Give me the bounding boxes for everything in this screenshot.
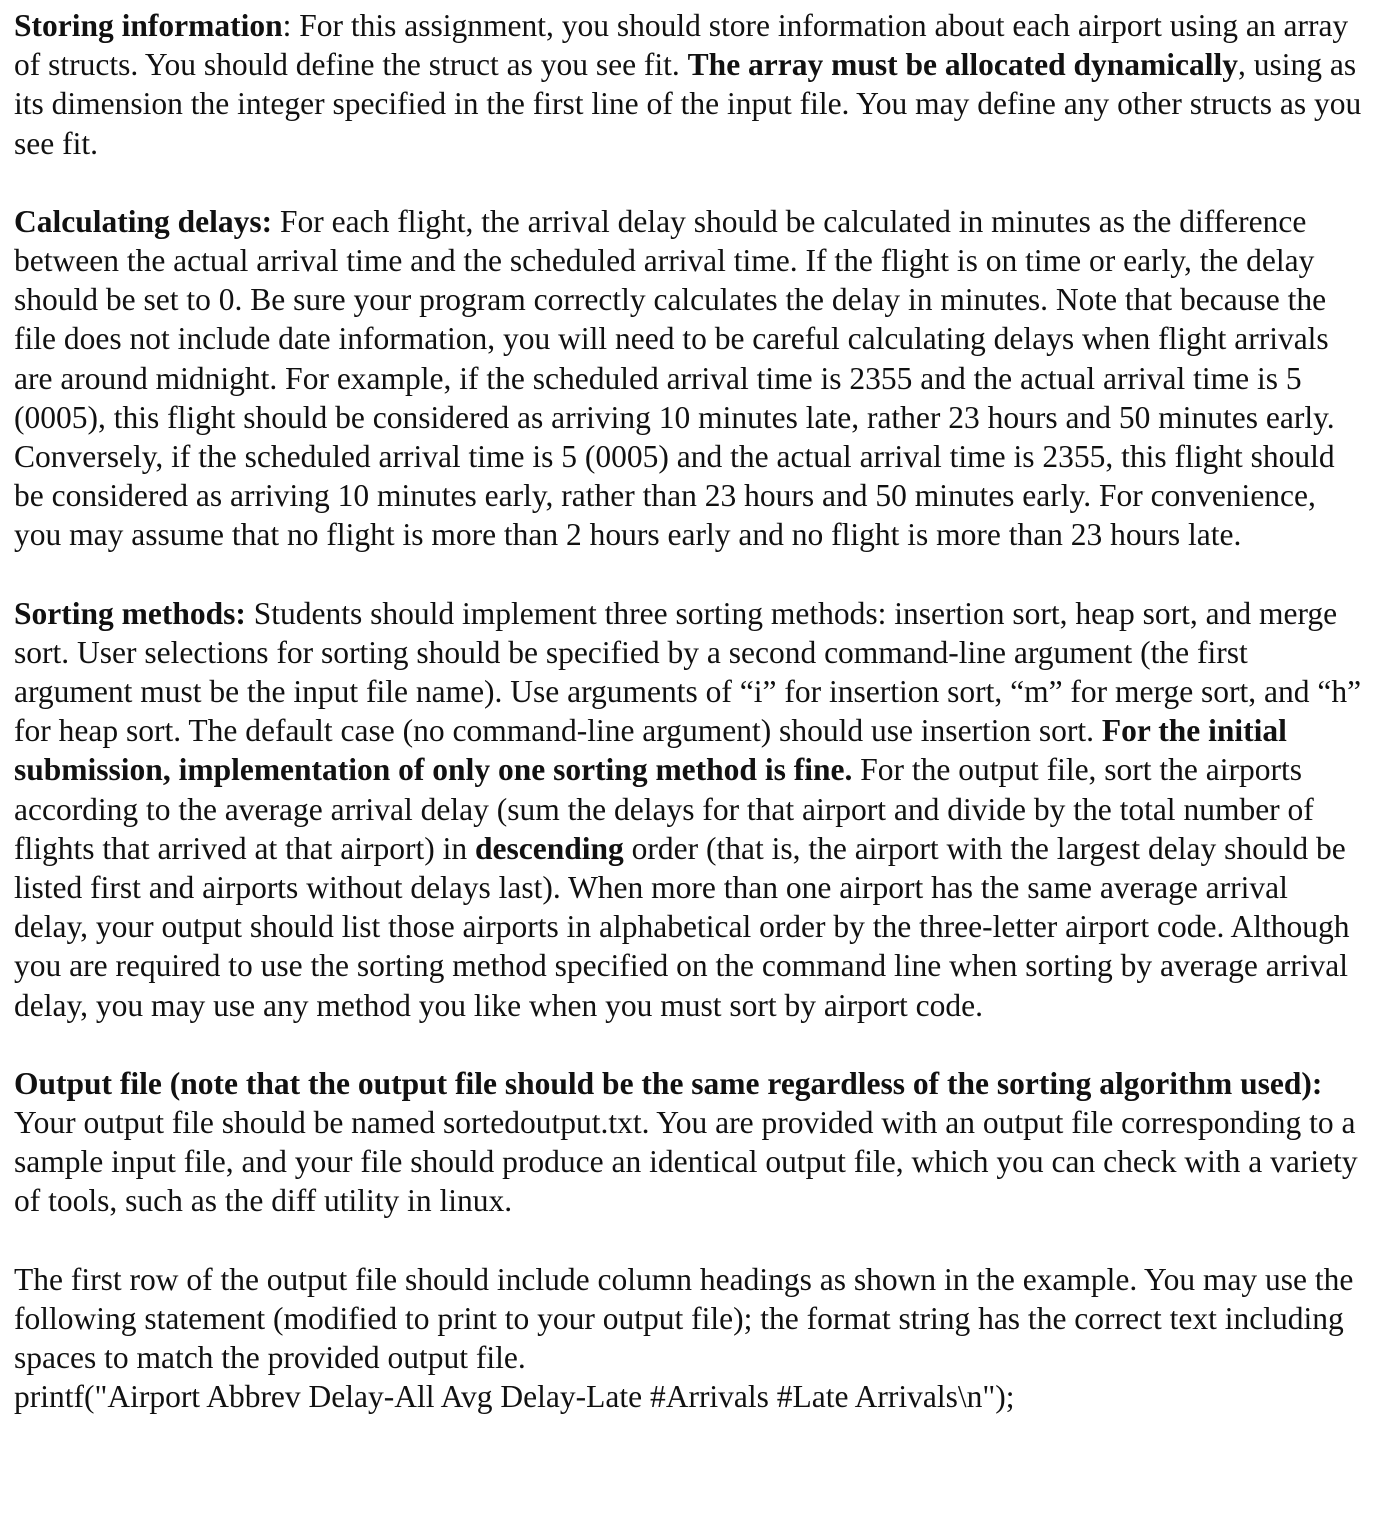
output-file-heading: Output file (note that the output file should be the same regardless of the sorting algorithm used): xyxy=(14,1065,1323,1101)
sorting-methods-descending: descending xyxy=(474,830,624,866)
sorting-methods-text-3: order (that is, the airport with the largest delay should be listed first and airports without delays last). When more than one airport has the same average arrival delay, your output should list those airports in alphabetical order by the three-letter airport code. Although you are required to use the sorting method specified on the command line when sorting by average arrival delay, you may use any method you like when you must sort by airport code. xyxy=(14,830,1350,1023)
sorting-methods-heading: Sorting methods: xyxy=(14,595,246,631)
calculating-delays-text: For each flight, the arrival delay should be calculated in minutes as the difference between the actual arrival time and the scheduled arrival time. If the flight is on time or early, the delay should be set to 0. Be sure your program correctly calculates the delay in minutes. Note that because the file does not include date information, you will need to be careful calculating delays when flight arrivals are around midnight. For example, if the scheduled arrival time is 2355 and the actual arrival time is 5 (0005), this flight should be considered as arriving 10 minutes late, rather 23 hours and 50 minutes early. Conversely, if the scheduled arrival time is 5 (0005) and the actual arrival time is 2355, this flight should be considered as arriving 10 minutes early, rather than 23 hours and 50 minutes early. For convenience, you may assume that no flight is more than 2 hours early and no flight is more than 23 hours late. xyxy=(14,203,1335,553)
document-page xyxy=(14,6,1366,1417)
storing-information-text-1: : For this assignment, you should store information about each airport using an array of structs. You should define the struct as you see fit. xyxy=(14,8,1349,83)
storing-information-text-2: , using as its dimension the integer specified in the first line of the input file. You may define any other structs as you see fit. xyxy=(14,47,1362,161)
first-row-paragraph xyxy=(14,1260,1366,1417)
sorting-methods-bold-note: For the initial submission, implementation of only one sorting method is fine. xyxy=(14,713,1287,788)
output-file-text: Your output file should be named sortedoutput.txt. You are provided with an output file corresponding to a sample input file, and your file should produce an identical output file, which you can check with a variety of tools, such as the diff utility in linux. xyxy=(14,1105,1358,1219)
calculating-delays-heading: Calculating delays: xyxy=(14,203,273,239)
storing-information-bold-requirement: The array must be allocated dynamically xyxy=(687,47,1239,83)
printf-statement: printf("Airport Abbrev Delay-All Avg Delay-Late #Arrivals #Late Arrivals\n"); xyxy=(14,1379,1015,1415)
storing-information-heading: Storing information xyxy=(14,8,283,43)
sorting-methods-text-2: For the output file, sort the airports according to the average arrival delay (sum the delays for that airport and divide by the total number of flights that arrived at that airport) in xyxy=(14,752,1314,866)
first-row-text: The first row of the output file should include column headings as shown in the example. You may use the following statement (modified to print to your output file); the format string has the correct text including spaces to match the provided output file. xyxy=(14,1261,1354,1376)
calculating-delays-paragraph xyxy=(14,202,1366,555)
sorting-methods-paragraph xyxy=(14,594,1366,1025)
output-file-paragraph xyxy=(14,1064,1366,1221)
storing-information-paragraph xyxy=(14,6,1366,163)
sorting-methods-text-1: Students should implement three sorting methods: insertion sort, heap sort, and merge sort. User selections for sorting should be specified by a second command-line argument (the first argument must be the input file name). Use arguments of “i” for insertion sort, “m” for merge sort, and “h” for heap sort. The default case (no command-line argument) should use insertion sort. xyxy=(14,595,1362,749)
